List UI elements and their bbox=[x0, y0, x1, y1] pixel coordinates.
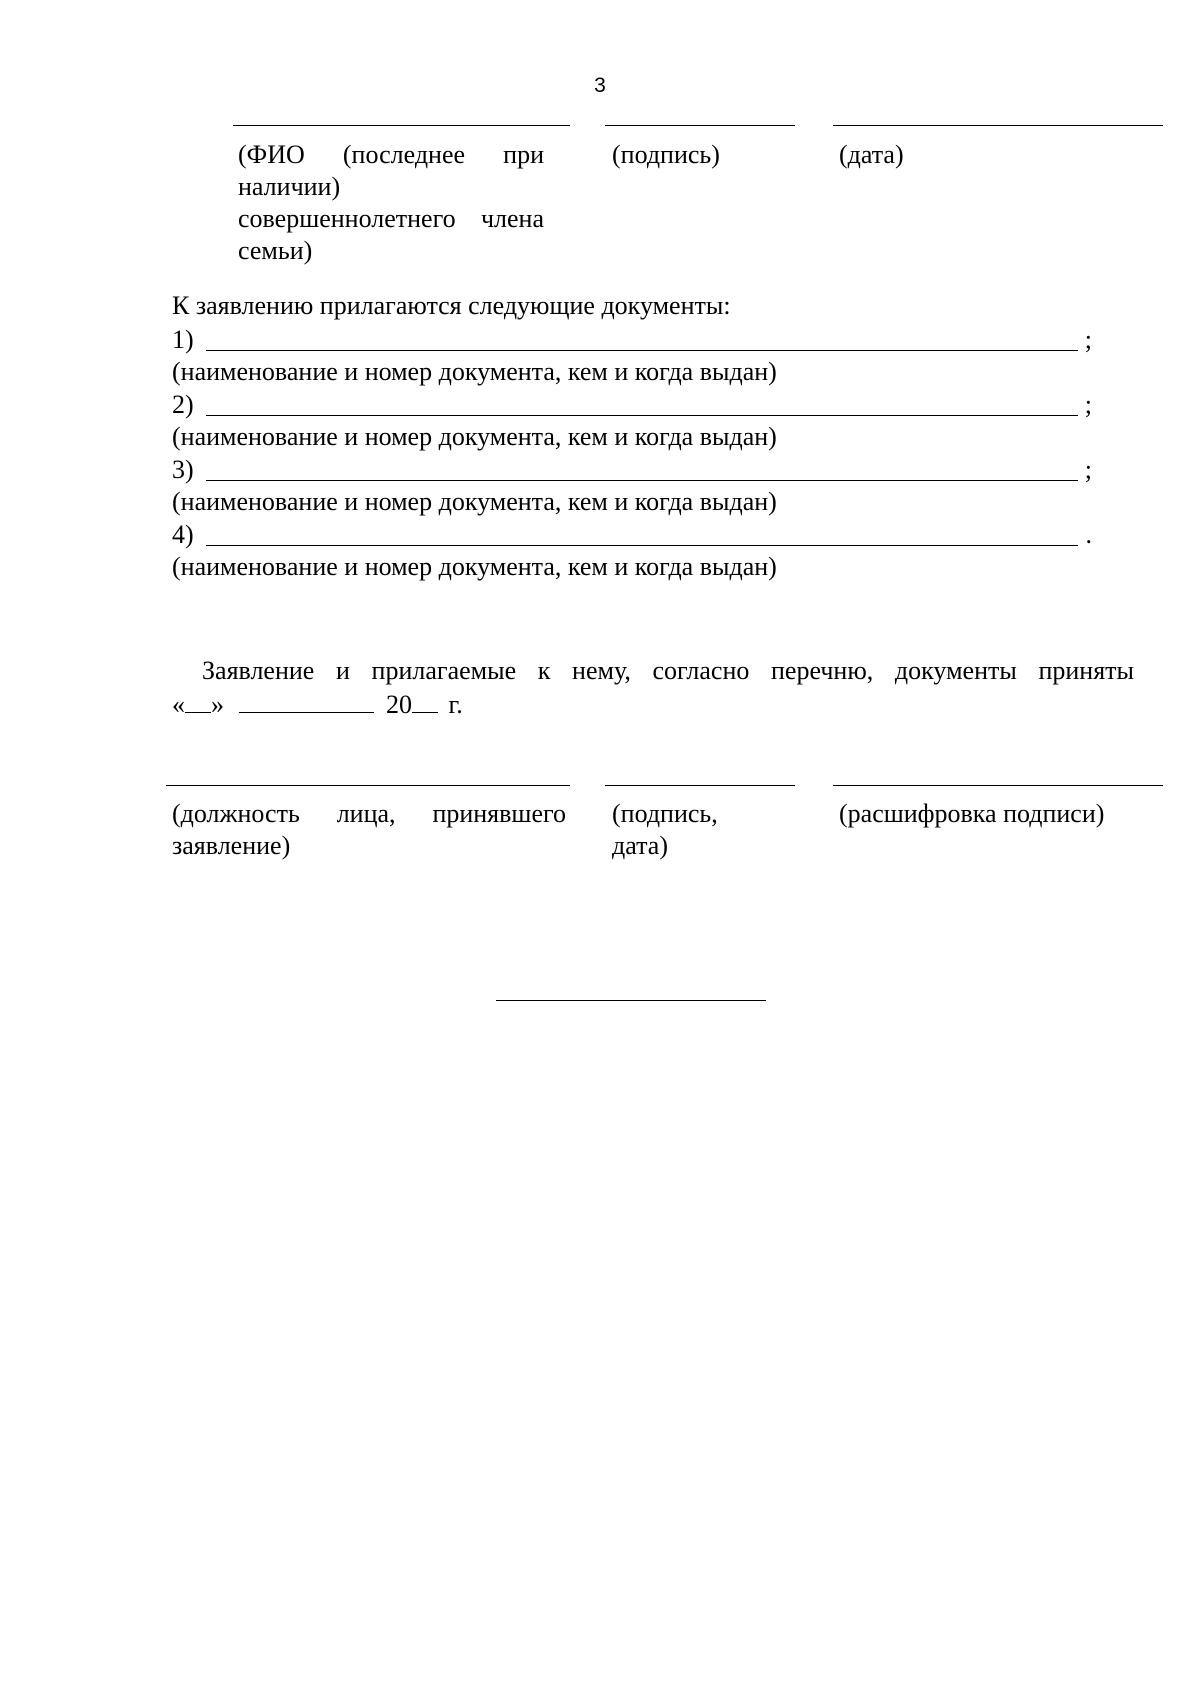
document-fill-line bbox=[206, 480, 1078, 481]
document-number: 2) bbox=[172, 390, 194, 419]
position-line bbox=[166, 785, 570, 786]
document-entry-2 bbox=[172, 388, 1092, 422]
document-caption-1: (наименование и номер документа, кем и когда выдан) bbox=[172, 357, 777, 386]
name-caption: (ФИО (последнее при наличии) совершеннолетнего члена семьи) bbox=[238, 140, 544, 265]
document-number: 3) bbox=[172, 455, 194, 484]
document-entry-3 bbox=[172, 453, 1092, 487]
transcript-line bbox=[833, 785, 1163, 786]
acceptance-statement bbox=[172, 655, 1134, 687]
acceptance-statement-text: Заявление и прилагаемые к нему, согласно перечню, документы приняты bbox=[202, 656, 1134, 685]
document-end-mark: ; bbox=[1084, 390, 1092, 419]
closing-separator-line bbox=[496, 1000, 766, 1001]
document-entry-1 bbox=[172, 323, 1092, 357]
document-entry-4 bbox=[172, 518, 1092, 552]
document-caption-2: (наименование и номер документа, кем и когда выдан) bbox=[172, 422, 777, 451]
month-blank bbox=[239, 690, 374, 713]
quote-close: » bbox=[211, 690, 224, 719]
document-caption-4: (наименование и номер документа, кем и когда выдан) bbox=[172, 552, 777, 581]
signature-line bbox=[605, 125, 795, 126]
year-prefix: 20 bbox=[386, 690, 412, 719]
day-blank bbox=[185, 690, 211, 713]
document-fill-line bbox=[206, 545, 1078, 546]
document-caption-3: (наименование и номер документа, кем и когда выдан) bbox=[172, 487, 777, 516]
document-number: 4) bbox=[172, 520, 194, 549]
official-signature-caption: (подпись, дата) bbox=[612, 799, 718, 860]
document-number: 1) bbox=[172, 325, 194, 354]
signature-caption: (подпись) bbox=[612, 140, 720, 169]
document-end-mark: ; bbox=[1084, 455, 1092, 484]
official-signature-line bbox=[605, 785, 795, 786]
date-caption: (дата) bbox=[839, 140, 904, 169]
document-end-mark: ; bbox=[1084, 325, 1092, 354]
document-fill-line bbox=[206, 350, 1078, 351]
document-fill-line bbox=[206, 415, 1078, 416]
document-end-mark: . bbox=[1085, 520, 1092, 549]
quote-open: « bbox=[172, 690, 185, 719]
acceptance-date-line bbox=[172, 689, 463, 721]
transcript-caption: (расшифровка подписи) bbox=[839, 799, 1105, 828]
position-caption: (должность лица, принявшего заявление) bbox=[172, 799, 566, 860]
attachments-intro: К заявлению прилагаются следующие документы: bbox=[172, 291, 731, 320]
year-blank bbox=[412, 690, 438, 713]
name-signature-line bbox=[233, 125, 570, 126]
date-line bbox=[833, 125, 1163, 126]
year-suffix: г. bbox=[448, 690, 463, 719]
page-number: 3 bbox=[594, 74, 606, 97]
